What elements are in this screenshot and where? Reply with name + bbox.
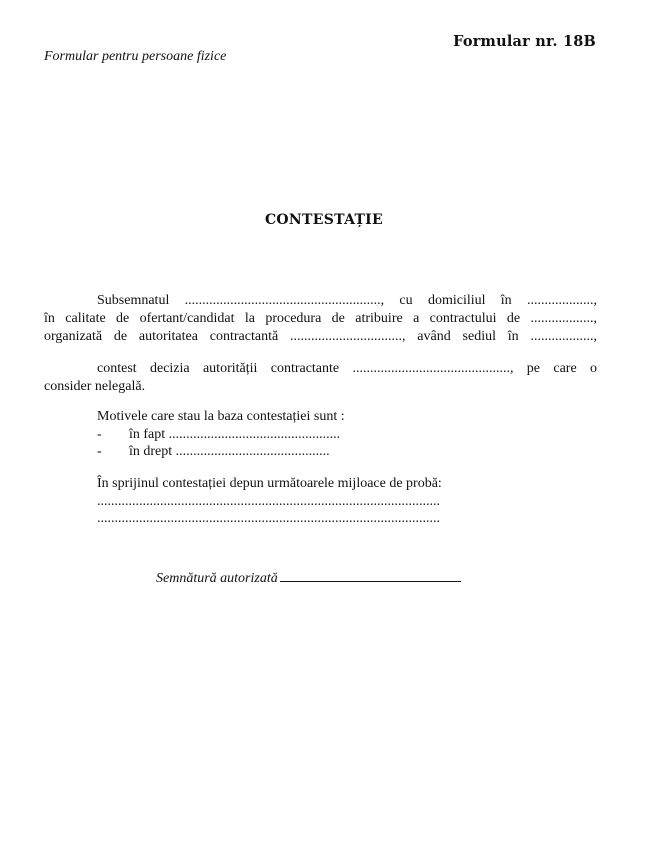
form-number: Formular nr. 18B [453, 33, 596, 50]
form-subtitle: Formular pentru persoane fizice [44, 49, 227, 64]
reason-item-fact: în fapt ................................................. [129, 427, 341, 442]
paragraph1-line2: în calitate de ofertant/candidat la procedura de atribuire a contractului de .................., [44, 311, 597, 326]
evidence-intro: În sprijinul contestației depun următoarele mijloace de probă: [97, 476, 442, 491]
reason-item-law: în drept ............................................ [129, 444, 330, 459]
signature-block [156, 570, 461, 588]
signature-line [280, 580, 461, 582]
paragraph2-line1: contest decizia autorității contractante ............................................., pe care o [97, 361, 597, 376]
paragraph1-line1: Subsemnatul ........................................................, cu domiciliul în ..................., [97, 293, 597, 308]
document-title: CONTESTAȚIE [264, 212, 384, 228]
paragraph2-line2: consider nelegală. [44, 379, 146, 394]
evidence-line-1: .................................................................................................. [97, 494, 440, 509]
reason-item-fact-bullet: - [97, 427, 102, 442]
reason-item-law-bullet: - [97, 444, 102, 459]
signature-label: Semnătură autorizată [156, 571, 278, 586]
evidence-line-2: .................................................................................................. [97, 511, 440, 526]
paragraph1-line3: organizată de autoritatea contractantă ................................, având sediul în .................., [44, 329, 597, 344]
reasons-intro: Motivele care stau la baza contestației sunt : [97, 409, 345, 424]
